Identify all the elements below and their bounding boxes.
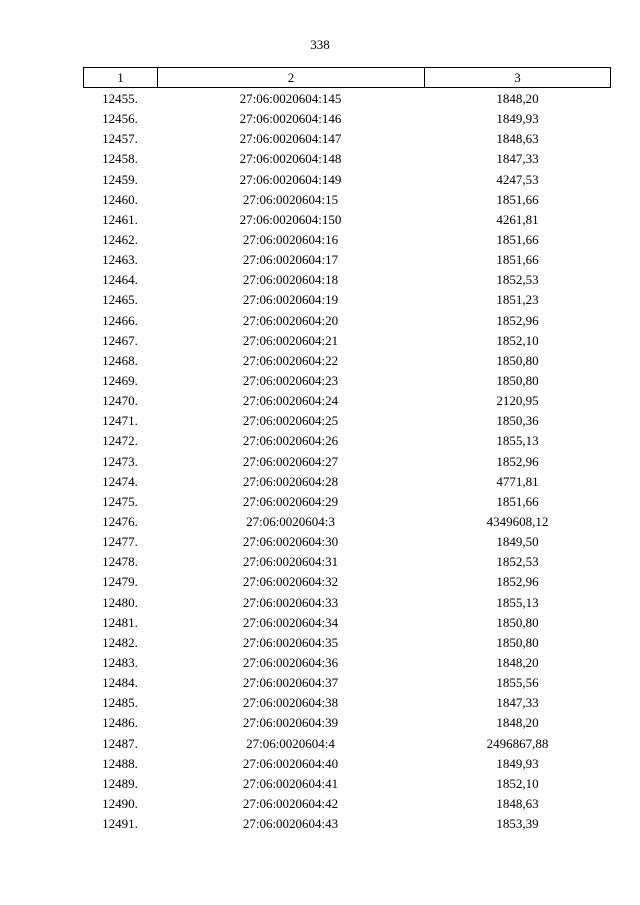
cell-value: 1848,20 — [496, 91, 539, 107]
cell-value: 1848,20 — [496, 655, 539, 670]
cell-row-number: 12464. — [102, 272, 138, 288]
cell-cadastral-number: 27:06:0020604:3 — [246, 514, 335, 530]
table-row — [83, 351, 611, 371]
cell-row-number: 12479. — [102, 574, 138, 590]
cell-row-number: 12481. — [102, 614, 138, 630]
table-body — [83, 89, 611, 834]
cell-row-number: 12470. — [102, 393, 138, 409]
cell-cadastral-number: 27:06:0020604:29 — [242, 493, 339, 509]
cell-value: 1855,13 — [496, 433, 539, 449]
table-row — [83, 431, 611, 451]
cell-cadastral-number: 27:06:0020604:150 — [239, 211, 342, 227]
table-row — [83, 673, 611, 693]
cell-row-number: 12491. — [102, 816, 138, 832]
cell-row-number: 12455. — [102, 91, 138, 107]
cell-row-number: 12482. — [102, 634, 138, 650]
cell-value: 1851,66 — [496, 191, 539, 207]
cell-value: 1850,80 — [496, 614, 539, 630]
cell-cadastral-number: 27:06:0020604:23 — [242, 373, 339, 389]
table-row — [83, 593, 611, 613]
table-row — [83, 190, 611, 210]
cell-value: 1850,80 — [496, 373, 539, 389]
cell-cadastral-number: 27:06:0020604:31 — [242, 554, 339, 570]
table-row — [83, 129, 611, 149]
cell-cadastral-number: 27:06:0020604:15 — [242, 191, 339, 207]
table-row — [83, 371, 611, 391]
cell-value: 1851,23 — [496, 292, 539, 308]
cell-row-number: 12488. — [102, 755, 138, 771]
cell-row-number: 12483. — [102, 655, 138, 670]
cell-row-number: 12472. — [102, 433, 138, 449]
table-row — [83, 391, 611, 411]
page-number: 338 — [310, 37, 330, 52]
cell-row-number: 12465. — [102, 292, 138, 308]
cell-value: 1849,50 — [496, 534, 539, 550]
table-row — [83, 492, 611, 512]
cell-cadastral-number: 27:06:0020604:147 — [239, 131, 342, 147]
cell-cadastral-number: 27:06:0020604:19 — [242, 292, 339, 308]
table-row — [83, 452, 611, 472]
cell-cadastral-number: 27:06:0020604:41 — [242, 775, 339, 791]
cell-value: 1853,39 — [496, 816, 539, 832]
cell-cadastral-number: 27:06:0020604:17 — [242, 252, 339, 268]
cell-row-number: 12459. — [102, 171, 138, 187]
cell-value: 4261,81 — [496, 211, 539, 227]
cell-cadastral-number: 27:06:0020604:27 — [242, 453, 339, 469]
column-header-2: 2 — [158, 68, 425, 87]
cell-row-number: 12477. — [102, 534, 138, 550]
cell-row-number: 12484. — [102, 675, 138, 691]
table-row — [83, 149, 611, 169]
table-row — [83, 290, 611, 310]
cell-cadastral-number: 27:06:0020604:146 — [239, 111, 342, 127]
cell-row-number: 12469. — [102, 373, 138, 389]
cell-value: 1852,96 — [496, 574, 539, 590]
cell-value: 1851,66 — [496, 493, 539, 509]
cell-row-number: 12480. — [102, 594, 138, 610]
table-row — [83, 109, 611, 129]
cell-row-number: 12463. — [102, 252, 138, 268]
cell-row-number: 12473. — [102, 453, 138, 469]
cell-cadastral-number: 27:06:0020604:148 — [239, 151, 342, 167]
data-table — [83, 67, 611, 834]
table-row — [83, 774, 611, 794]
cell-cadastral-number: 27:06:0020604:36 — [242, 655, 339, 670]
table-row — [83, 89, 611, 109]
cell-cadastral-number: 27:06:0020604:20 — [242, 312, 339, 328]
column-header-3: 3 — [514, 69, 521, 85]
table-row — [83, 552, 611, 572]
cell-value: 1851,66 — [496, 232, 539, 248]
cell-cadastral-number: 27:06:0020604:149 — [239, 171, 342, 187]
cell-cadastral-number: 27:06:0020604:18 — [242, 272, 339, 288]
cell-value: 1850,80 — [496, 634, 539, 650]
table-row — [83, 794, 611, 814]
cell-row-number: 12476. — [102, 514, 138, 530]
table-row — [83, 693, 611, 713]
cell-row-number: 12474. — [102, 473, 138, 489]
cell-value: 4349608,12 — [486, 514, 549, 530]
cell-value: 1847,33 — [496, 151, 539, 167]
cell-value: 1852,53 — [496, 272, 539, 288]
table-row — [83, 713, 611, 733]
cell-cadastral-number: 27:06:0020604:43 — [242, 816, 339, 832]
cell-cadastral-number: 27:06:0020604:21 — [242, 332, 339, 348]
cell-cadastral-number: 27:06:0020604:25 — [242, 413, 339, 429]
table-row — [83, 512, 611, 532]
table-row — [83, 170, 611, 190]
table-header-row — [83, 67, 611, 88]
cell-cadastral-number: 27:06:0020604:35 — [242, 634, 339, 650]
table-row — [83, 230, 611, 250]
cell-cadastral-number: 27:06:0020604:42 — [242, 795, 339, 811]
cell-row-number: 12467. — [102, 332, 138, 348]
cell-cadastral-number: 27:06:0020604:38 — [242, 695, 339, 711]
cell-cadastral-number: 27:06:0020604:145 — [239, 91, 342, 107]
cell-cadastral-number: 27:06:0020604:33 — [242, 594, 339, 610]
table-row — [83, 270, 611, 290]
table-row — [83, 572, 611, 592]
cell-cadastral-number: 27:06:0020604:40 — [242, 755, 339, 771]
table-row — [83, 613, 611, 633]
cell-cadastral-number: 27:06:0020604:24 — [242, 393, 339, 409]
cell-row-number: 12478. — [102, 554, 138, 570]
table-row — [83, 331, 611, 351]
cell-value: 1850,80 — [496, 352, 539, 368]
cell-value: 1852,96 — [496, 312, 539, 328]
cell-value: 1848,63 — [496, 795, 539, 811]
cell-value: 1847,33 — [496, 695, 539, 711]
cell-value: 1852,10 — [496, 775, 539, 791]
table-row — [83, 532, 611, 552]
cell-cadastral-number: 27:06:0020604:28 — [242, 473, 339, 489]
cell-value: 1851,66 — [496, 252, 539, 268]
cell-value: 1852,10 — [496, 332, 539, 348]
column-header-1: 1 — [84, 68, 158, 87]
cell-cadastral-number: 27:06:0020604:22 — [242, 352, 339, 368]
cell-value: 1855,13 — [496, 594, 539, 610]
cell-value: 2496867,88 — [486, 735, 549, 751]
table-row — [83, 754, 611, 774]
cell-row-number: 12461. — [102, 211, 138, 227]
cell-row-number: 12462. — [102, 232, 138, 248]
cell-cadastral-number: 27:06:0020604:39 — [242, 715, 339, 731]
cell-value: 1852,53 — [496, 554, 539, 570]
cell-cadastral-number: 27:06:0020604:4 — [246, 735, 335, 751]
table-row — [83, 653, 611, 673]
cell-cadastral-number: 27:06:0020604:37 — [242, 675, 339, 691]
table-row — [83, 472, 611, 492]
cell-row-number: 12471. — [102, 413, 138, 429]
cell-row-number: 12460. — [102, 191, 138, 207]
cell-row-number: 12485. — [102, 695, 138, 711]
cell-row-number: 12457. — [102, 131, 138, 147]
cell-row-number: 12487. — [102, 735, 138, 751]
cell-row-number: 12489. — [102, 775, 138, 791]
cell-row-number: 12486. — [102, 715, 138, 731]
table-row — [83, 814, 611, 834]
cell-value: 2120,95 — [496, 393, 539, 409]
cell-value: 4771,81 — [496, 473, 539, 489]
cell-row-number: 12458. — [102, 151, 138, 167]
cell-value: 1850,36 — [496, 413, 539, 429]
table-row — [83, 311, 611, 331]
cell-row-number: 12468. — [102, 352, 138, 368]
cell-value: 1848,63 — [496, 131, 539, 147]
cell-value: 1849,93 — [496, 111, 539, 127]
cell-row-number: 12466. — [102, 312, 138, 328]
table-row — [83, 250, 611, 270]
cell-cadastral-number: 27:06:0020604:16 — [242, 232, 339, 248]
cell-cadastral-number: 27:06:0020604:34 — [242, 614, 339, 630]
table-row — [83, 734, 611, 754]
cell-row-number: 12456. — [102, 111, 138, 127]
cell-cadastral-number: 27:06:0020604:26 — [242, 433, 339, 449]
table-row — [83, 633, 611, 653]
table-row — [83, 210, 611, 230]
cell-row-number: 12490. — [102, 795, 138, 811]
cell-value: 1849,93 — [496, 755, 539, 771]
cell-value: 4247,53 — [496, 171, 539, 187]
cell-cadastral-number: 27:06:0020604:32 — [242, 574, 339, 590]
cell-value: 1852,96 — [496, 453, 539, 469]
table-row — [83, 411, 611, 431]
cell-value: 1848,20 — [496, 715, 539, 731]
cell-row-number: 12475. — [102, 493, 138, 509]
cell-cadastral-number: 27:06:0020604:30 — [242, 534, 339, 550]
cell-value: 1855,56 — [496, 675, 539, 691]
